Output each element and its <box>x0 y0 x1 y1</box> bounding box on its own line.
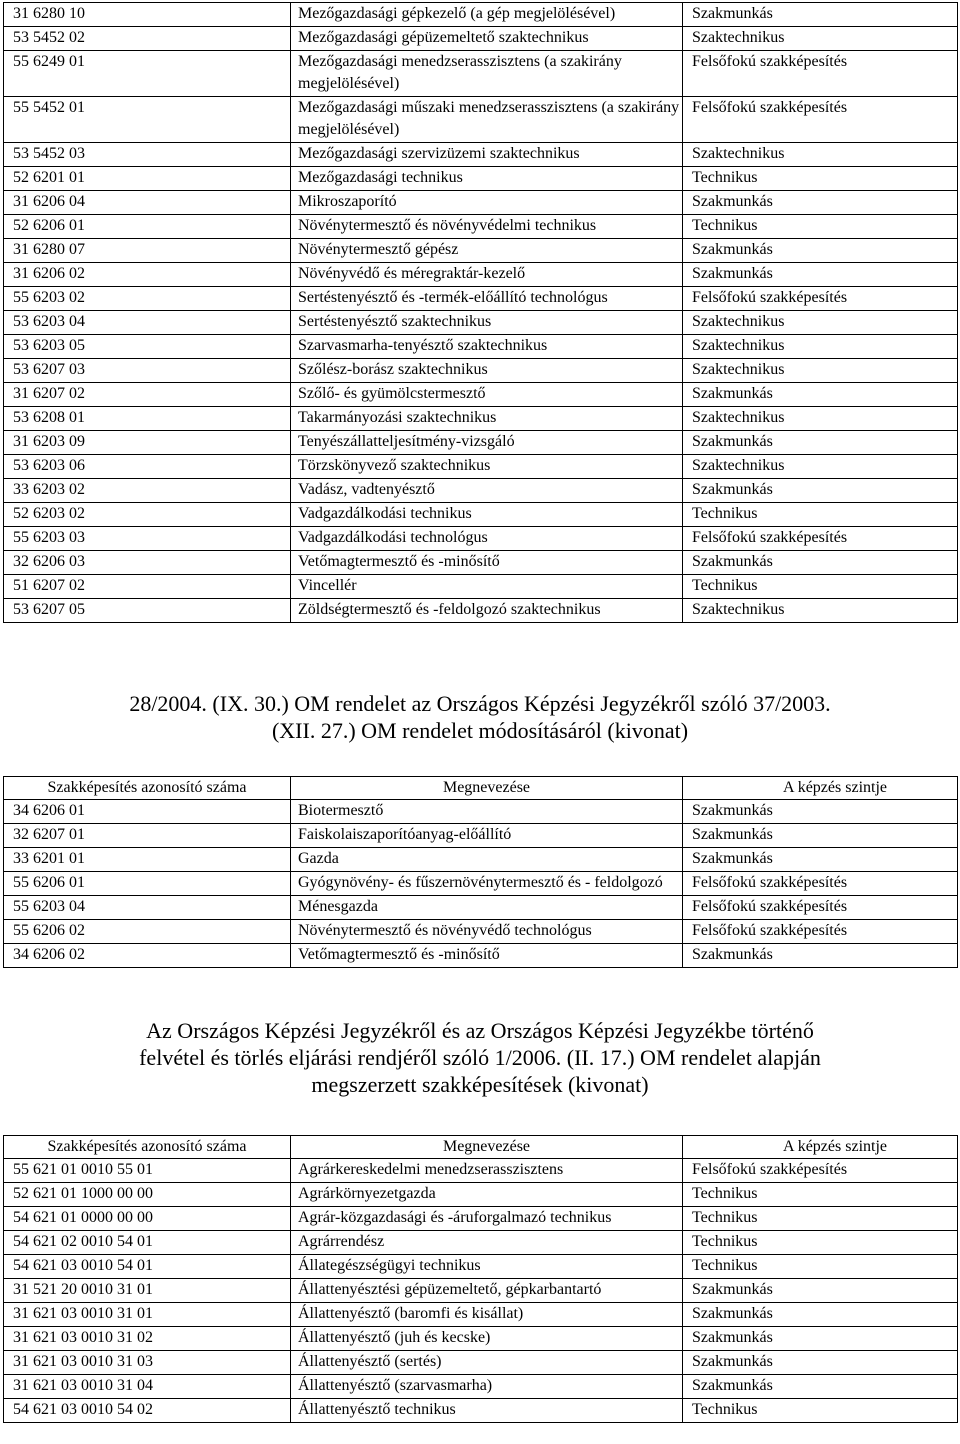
qualification-name: Agrárkereskedelmi menedzserasszisztens <box>291 1159 683 1183</box>
table-row <box>4 575 958 599</box>
qualification-level: Szakmunkás <box>683 1303 958 1327</box>
table-row <box>4 1231 958 1255</box>
qualification-name: Sertéstenyésztő szaktechnikus <box>291 311 683 335</box>
qualification-code: 51 6207 02 <box>4 575 291 599</box>
table-row <box>4 1183 958 1207</box>
qualification-code: 55 6203 03 <box>4 527 291 551</box>
qualification-level: Szakmunkás <box>683 848 958 872</box>
qualification-name: Sertéstenyésztő és -termék-előállító technológus <box>291 287 683 311</box>
section-heading-2004-line1: 28/2004. (IX. 30.) OM rendelet az Országos Képzési Jegyzékről szóló 37/2003. <box>129 691 831 716</box>
qualification-code: 33 6201 01 <box>4 848 291 872</box>
qualification-level: Felsőfokú szakképesítés <box>683 896 958 920</box>
header-level: A képzés szintje <box>683 1136 958 1159</box>
qualification-code: 52 6201 01 <box>4 167 291 191</box>
qualification-code: 53 6208 01 <box>4 407 291 431</box>
qualification-code: 31 6280 10 <box>4 3 291 27</box>
qualification-code: 55 6203 02 <box>4 287 291 311</box>
qualification-code: 53 6203 05 <box>4 335 291 359</box>
qualification-code: 31 521 20 0010 31 01 <box>4 1279 291 1303</box>
qualification-level: Felsőfokú szakképesítés <box>683 920 958 944</box>
qualification-level: Szaktechnikus <box>683 311 958 335</box>
qualification-level: Technikus <box>683 1399 958 1423</box>
qualification-level: Felsőfokú szakképesítés <box>683 1159 958 1183</box>
table-row <box>4 383 958 407</box>
qualification-name: Vadász, vadtenyésztő <box>291 479 683 503</box>
qualification-level: Szakmunkás <box>683 551 958 575</box>
qualification-level: Felsőfokú szakképesítés <box>683 97 958 143</box>
table-row <box>4 191 958 215</box>
qualification-name: Mezőgazdasági menedzserasszisztens (a szakirány megjelölésével) <box>291 51 683 97</box>
qualification-name: Mezőgazdasági szervizüzemi szaktechnikus <box>291 143 683 167</box>
table-row <box>4 896 958 920</box>
qualification-level: Technikus <box>683 575 958 599</box>
qualification-code: 55 6249 01 <box>4 51 291 97</box>
qualification-code: 55 6203 04 <box>4 896 291 920</box>
qualification-level: Szakmunkás <box>683 263 958 287</box>
qualification-code: 52 6203 02 <box>4 503 291 527</box>
qualification-name: Állattenyésztő (szarvasmarha) <box>291 1375 683 1399</box>
qualification-name: Vadgazdálkodási technológus <box>291 527 683 551</box>
qualification-level: Szakmunkás <box>683 1279 958 1303</box>
qualification-name: Állattenyésztő (baromfi és kisállat) <box>291 1303 683 1327</box>
table-row <box>4 1351 958 1375</box>
qualification-name: Gyógynövény- és fűszernövénytermesztő és - feldolgozó <box>291 872 683 896</box>
table-row <box>4 287 958 311</box>
qualification-name: Szőlő- és gyümölcstermesztő <box>291 383 683 407</box>
qualification-level: Felsőfokú szakképesítés <box>683 872 958 896</box>
qualification-code: 53 6203 04 <box>4 311 291 335</box>
qualification-code: 31 6206 02 <box>4 263 291 287</box>
qualification-name: Agrárkörnyezetgazda <box>291 1183 683 1207</box>
table-row <box>4 1255 958 1279</box>
qualification-code: 53 6207 05 <box>4 599 291 623</box>
qualification-name: Szarvasmarha-tenyésztő szaktechnikus <box>291 335 683 359</box>
table-row <box>4 167 958 191</box>
table-row <box>4 3 958 27</box>
table-row <box>4 215 958 239</box>
qualification-name: Növényvédő és méregraktár-kezelő <box>291 263 683 287</box>
table-row <box>4 1159 958 1183</box>
qualification-name: Állattenyésztő (juh és kecske) <box>291 1327 683 1351</box>
section-heading-2004 <box>0 690 960 744</box>
section-heading-2004-line2: (XII. 27.) OM rendelet módosításáról (kivonat) <box>271 718 689 743</box>
qualification-name: Faiskolaiszaporítóanyag-előállító <box>291 824 683 848</box>
qualification-name: Zöldségtermesztő és -feldolgozó szaktechnikus <box>291 599 683 623</box>
table-row <box>4 920 958 944</box>
section-heading-2006-line1: Az Országos Képzési Jegyzékről és az Országos Képzési Jegyzékbe történő <box>146 1018 814 1043</box>
qualification-name: Mezőgazdasági gépüzemeltető szaktechnikus <box>291 27 683 51</box>
qualification-name: Növénytermesztő és növényvédő technológus <box>291 920 683 944</box>
qualification-code: 31 621 03 0010 31 02 <box>4 1327 291 1351</box>
qualification-code: 34 6206 01 <box>4 800 291 824</box>
table-row <box>4 824 958 848</box>
qualification-level: Szaktechnikus <box>683 143 958 167</box>
table-row <box>4 97 958 143</box>
qualification-name: Állattenyésztési gépüzemeltető, gépkarbantartó <box>291 1279 683 1303</box>
header-code: Szakképesítés azonosító száma <box>4 1136 291 1159</box>
qualification-name: Agrárrendész <box>291 1231 683 1255</box>
qualification-code: 33 6203 02 <box>4 479 291 503</box>
table-row <box>4 359 958 383</box>
qualification-code: 31 6206 04 <box>4 191 291 215</box>
qualification-level: Technikus <box>683 1231 958 1255</box>
qualification-code: 53 5452 03 <box>4 143 291 167</box>
qualification-level: Szakmunkás <box>683 479 958 503</box>
qualification-name: Mezőgazdasági műszaki menedzserasszisztens (a szakirány megjelölésével) <box>291 97 683 143</box>
qualification-code: 34 6206 02 <box>4 944 291 968</box>
qualification-name: Szőlész-borász szaktechnikus <box>291 359 683 383</box>
qualification-code: 31 6203 09 <box>4 431 291 455</box>
qualification-level: Szakmunkás <box>683 239 958 263</box>
qualification-level: Technikus <box>683 1183 958 1207</box>
section-heading-2006 <box>0 1017 960 1098</box>
table-row <box>4 599 958 623</box>
qualification-level: Technikus <box>683 1255 958 1279</box>
table-row <box>4 479 958 503</box>
qualification-table-2-body <box>4 800 958 968</box>
table-row <box>4 239 958 263</box>
section-heading-2006-line2: felvétel és törlés eljárási rendjéről szóló 1/2006. (II. 17.) OM rendelet alapján <box>139 1045 821 1070</box>
qualification-code: 32 6206 03 <box>4 551 291 575</box>
qualification-code: 52 6206 01 <box>4 215 291 239</box>
qualification-name: Ménesgazda <box>291 896 683 920</box>
table-row <box>4 455 958 479</box>
qualification-name: Állategészségügyi technikus <box>291 1255 683 1279</box>
qualification-level: Szaktechnikus <box>683 407 958 431</box>
qualification-code: 31 621 03 0010 31 03 <box>4 1351 291 1375</box>
qualification-level: Felsőfokú szakképesítés <box>683 51 958 97</box>
qualification-code: 53 5452 02 <box>4 27 291 51</box>
qualification-name: Mezőgazdasági technikus <box>291 167 683 191</box>
qualification-code: 53 6203 06 <box>4 455 291 479</box>
qualification-code: 53 6207 03 <box>4 359 291 383</box>
qualification-level: Technikus <box>683 1207 958 1231</box>
table-row <box>4 27 958 51</box>
qualification-code: 54 621 03 0010 54 02 <box>4 1399 291 1423</box>
qualification-code: 31 621 03 0010 31 04 <box>4 1375 291 1399</box>
qualification-name: Biotermesztő <box>291 800 683 824</box>
qualification-name: Gazda <box>291 848 683 872</box>
qualification-name: Takarmányozási szaktechnikus <box>291 407 683 431</box>
qualification-name: Mezőgazdasági gépkezelő (a gép megjelölésével) <box>291 3 683 27</box>
table-row <box>4 143 958 167</box>
table-row <box>4 551 958 575</box>
qualification-name: Növénytermesztő és növényvédelmi technikus <box>291 215 683 239</box>
table-row <box>4 407 958 431</box>
qualification-level: Technikus <box>683 215 958 239</box>
qualification-code: 55 6206 02 <box>4 920 291 944</box>
qualification-name: Vetőmagtermesztő és -minősítő <box>291 944 683 968</box>
qualification-level: Szaktechnikus <box>683 27 958 51</box>
qualification-code: 31 6280 07 <box>4 239 291 263</box>
qualification-level: Szakmunkás <box>683 824 958 848</box>
table-row <box>4 503 958 527</box>
table-header-row <box>4 1136 958 1159</box>
table-row <box>4 527 958 551</box>
table-row <box>4 944 958 968</box>
qualification-code: 32 6207 01 <box>4 824 291 848</box>
qualification-level: Technikus <box>683 167 958 191</box>
qualification-level: Felsőfokú szakképesítés <box>683 527 958 551</box>
qualification-level: Szakmunkás <box>683 191 958 215</box>
table-row <box>4 51 958 97</box>
table-row <box>4 800 958 824</box>
qualification-level: Szaktechnikus <box>683 455 958 479</box>
header-name: Megnevezése <box>291 777 683 800</box>
table-row <box>4 848 958 872</box>
qualification-level: Szakmunkás <box>683 383 958 407</box>
qualification-level: Szakmunkás <box>683 800 958 824</box>
table-row <box>4 311 958 335</box>
table-row <box>4 1207 958 1231</box>
table-row <box>4 431 958 455</box>
qualification-name: Agrár-közgazdasági és -áruforgalmazó technikus <box>291 1207 683 1231</box>
qualification-code: 52 621 01 1000 00 00 <box>4 1183 291 1207</box>
header-level: A képzés szintje <box>683 777 958 800</box>
table-header-row <box>4 777 958 800</box>
qualification-table-1 <box>3 2 958 623</box>
qualification-table-2 <box>3 776 958 968</box>
qualification-level: Technikus <box>683 503 958 527</box>
table-row <box>4 1327 958 1351</box>
qualification-name: Vetőmagtermesztő és -minősítő <box>291 551 683 575</box>
qualification-name: Törzskönyvező szaktechnikus <box>291 455 683 479</box>
qualification-level: Szaktechnikus <box>683 359 958 383</box>
qualification-code: 54 621 03 0010 54 01 <box>4 1255 291 1279</box>
qualification-level: Szakmunkás <box>683 1375 958 1399</box>
qualification-name: Állattenyésztő technikus <box>291 1399 683 1423</box>
qualification-level: Szakmunkás <box>683 944 958 968</box>
table-row <box>4 1375 958 1399</box>
qualification-level: Szaktechnikus <box>683 335 958 359</box>
header-name: Megnevezése <box>291 1136 683 1159</box>
header-code: Szakképesítés azonosító száma <box>4 777 291 800</box>
qualification-level: Szakmunkás <box>683 1327 958 1351</box>
table-row <box>4 1303 958 1327</box>
table-row <box>4 1399 958 1423</box>
qualification-table-1-body <box>4 3 958 623</box>
qualification-code: 55 5452 01 <box>4 97 291 143</box>
qualification-level: Szakmunkás <box>683 3 958 27</box>
qualification-name: Vadgazdálkodási technikus <box>291 503 683 527</box>
table-row <box>4 1279 958 1303</box>
qualification-code: 54 621 01 0000 00 00 <box>4 1207 291 1231</box>
qualification-table-3 <box>3 1135 958 1423</box>
qualification-level: Szaktechnikus <box>683 599 958 623</box>
qualification-code: 55 6206 01 <box>4 872 291 896</box>
qualification-table-3-body <box>4 1159 958 1423</box>
qualification-name: Növénytermesztő gépész <box>291 239 683 263</box>
qualification-level: Szakmunkás <box>683 431 958 455</box>
qualification-code: 31 6207 02 <box>4 383 291 407</box>
qualification-name: Állattenyésztő (sertés) <box>291 1351 683 1375</box>
table-row <box>4 263 958 287</box>
qualification-level: Szakmunkás <box>683 1351 958 1375</box>
table-row <box>4 872 958 896</box>
section-heading-2006-line3: megszerzett szakképesítések (kivonat) <box>311 1072 649 1097</box>
qualification-name: Vincellér <box>291 575 683 599</box>
qualification-name: Tenyészállatteljesítmény-vizsgáló <box>291 431 683 455</box>
qualification-code: 31 621 03 0010 31 01 <box>4 1303 291 1327</box>
table-row <box>4 335 958 359</box>
qualification-code: 54 621 02 0010 54 01 <box>4 1231 291 1255</box>
qualification-code: 55 621 01 0010 55 01 <box>4 1159 291 1183</box>
qualification-name: Mikroszaporító <box>291 191 683 215</box>
qualification-level: Felsőfokú szakképesítés <box>683 287 958 311</box>
